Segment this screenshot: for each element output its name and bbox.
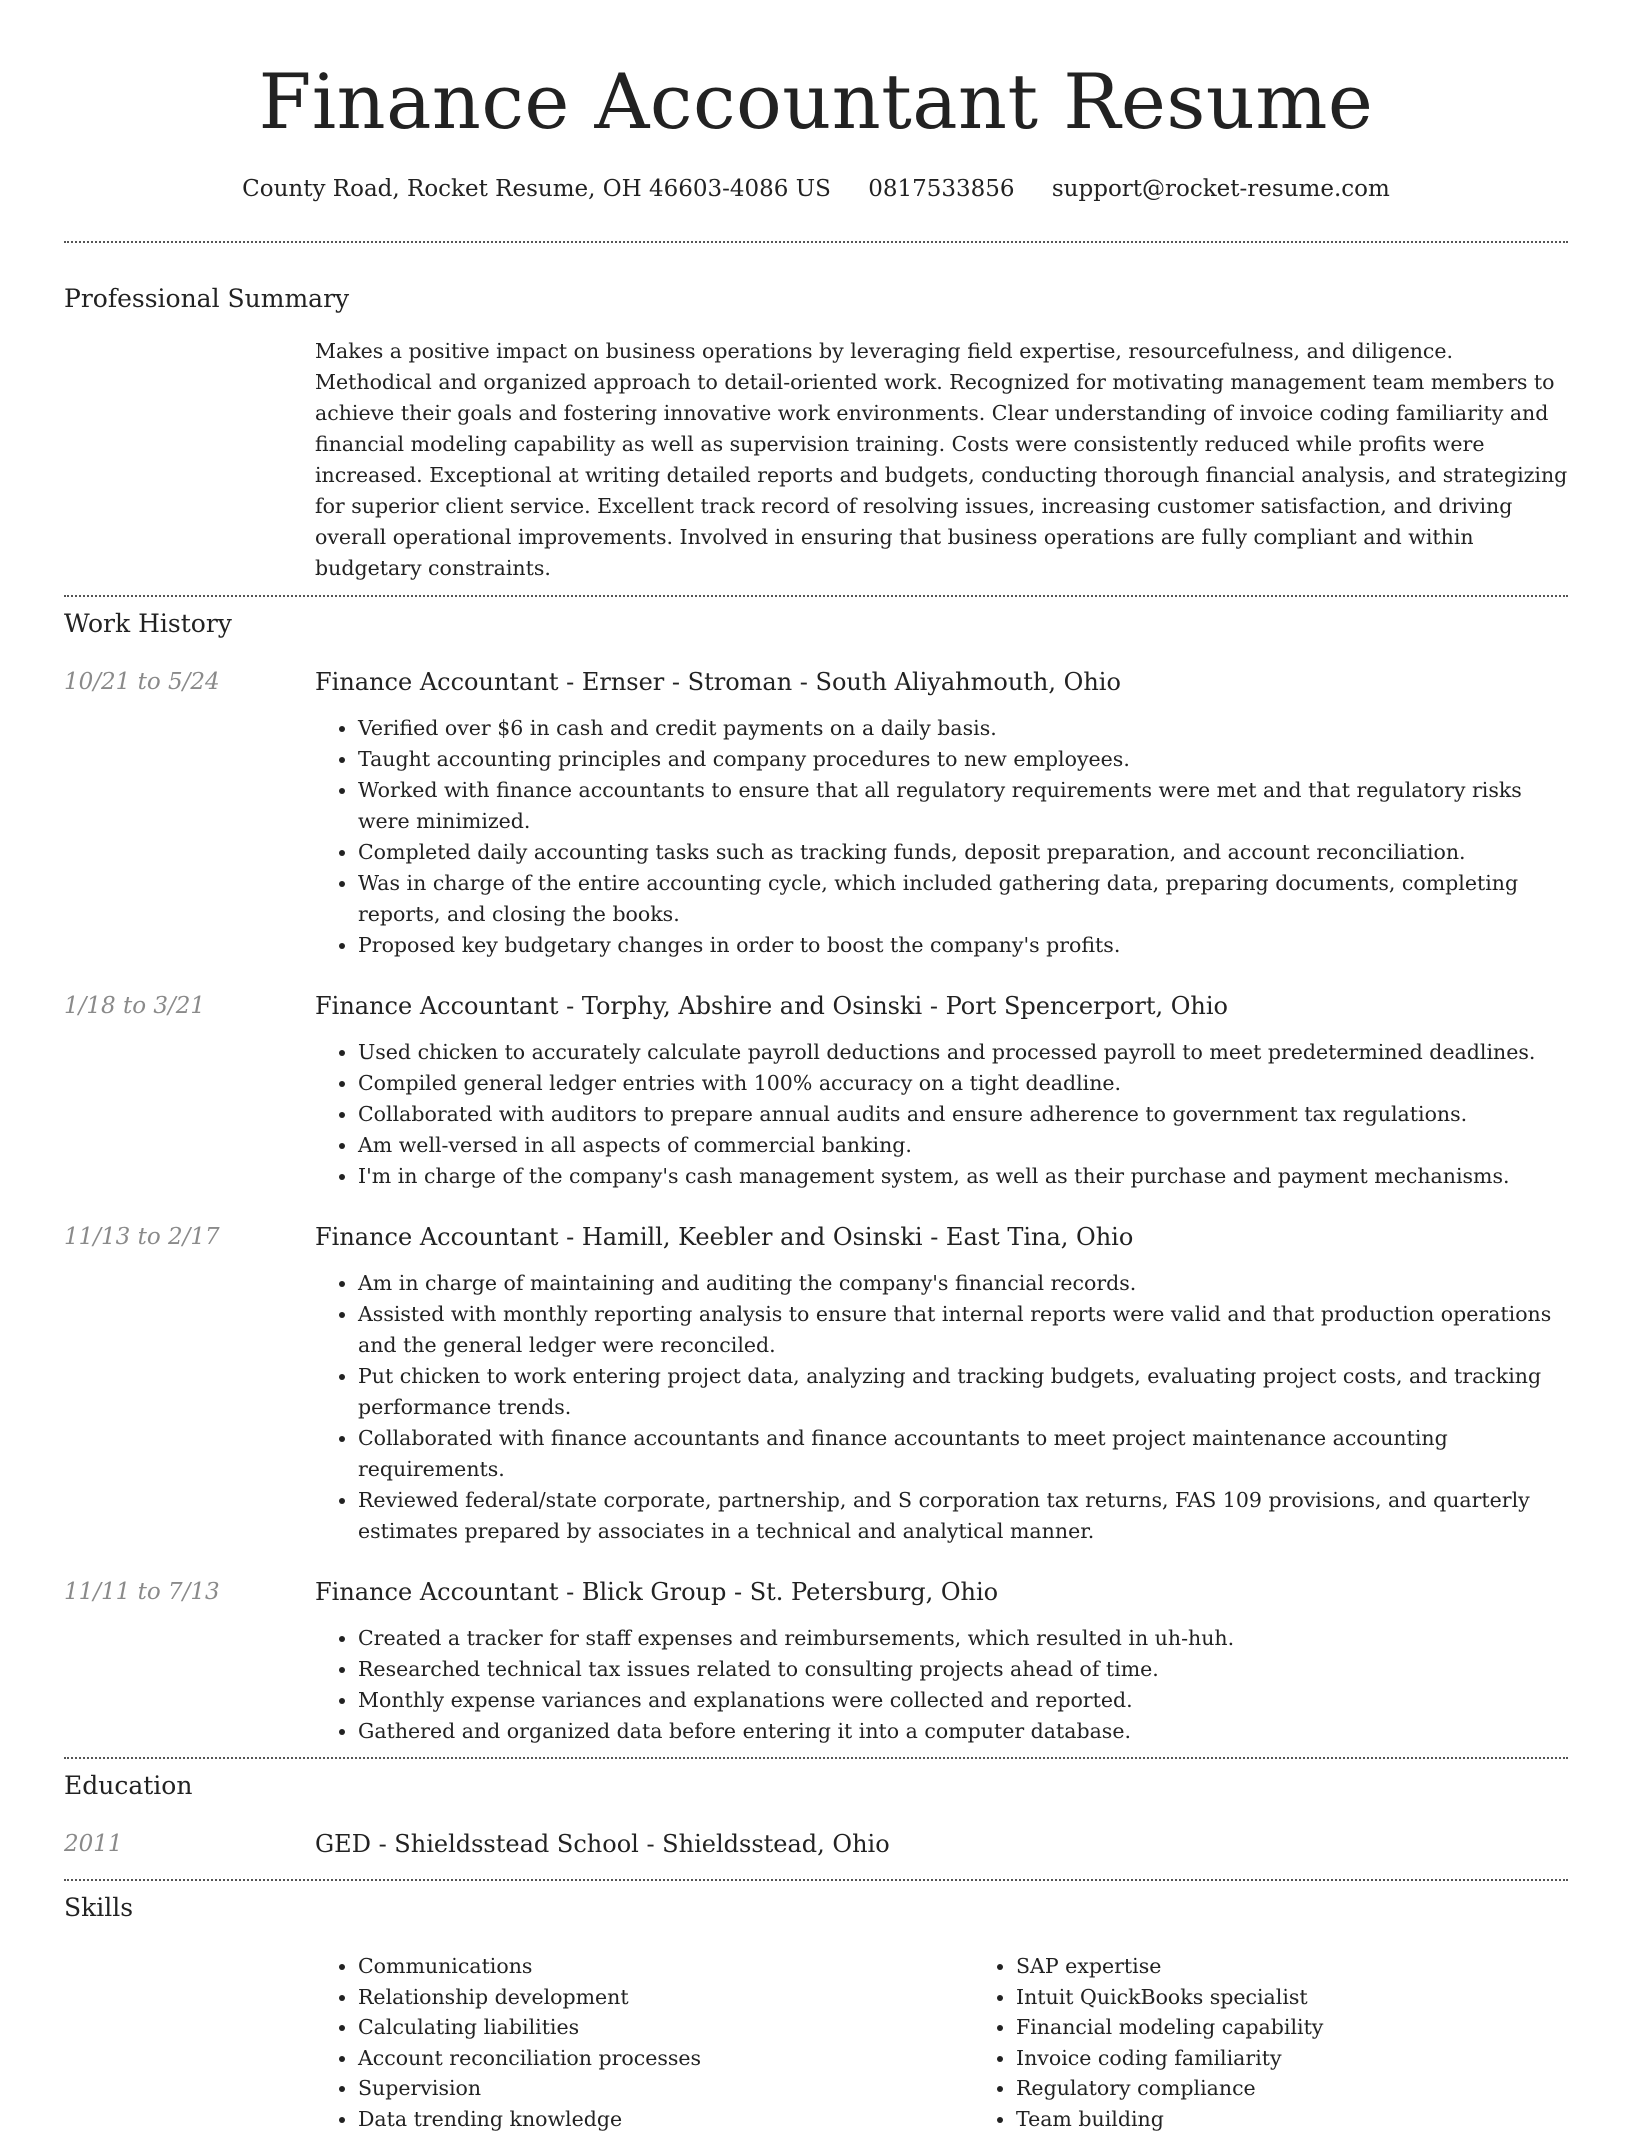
- list-item: • Monthly expense variances and explanations were collected and reported.: [358, 1685, 1568, 1716]
- list-item: • Was in charge of the entire accounting cycle, which included gathering data, preparing documents, completing reports, and closing the books.: [358, 868, 1568, 930]
- resume-page: [64, 0, 1568, 2134]
- education-entry: [64, 1827, 1568, 1861]
- job-entry: [64, 665, 1568, 961]
- list-item: • Reviewed federal/state corporate, partnership, and S corporation tax returns, FAS 109 provisions, and quarterly estimates prepared by associates in a technical and analytical manner.: [358, 1485, 1568, 1547]
- skill-item: • SAP expertise: [1016, 1951, 1631, 1982]
- contact-address: County Road, Rocket Resume, OH 46603-4086 US: [242, 176, 831, 202]
- skills-list-left: [315, 1951, 973, 2134]
- job-dates: 1/18 to 3/21: [64, 989, 315, 1192]
- skill-item: • Financial modeling capability: [1016, 2012, 1631, 2043]
- job-bullets: [315, 1623, 1568, 1747]
- skill-item: • Intuit QuickBooks specialist: [1016, 1982, 1631, 2013]
- work-history-section: [64, 607, 1568, 1747]
- divider: [64, 1757, 1568, 1759]
- contact-email: support@rocket-resume.com: [1052, 176, 1390, 202]
- list-item: • Taught accounting principles and company procedures to new employees.: [358, 744, 1568, 775]
- job-dates: 10/21 to 5/24: [64, 665, 315, 961]
- job-entry: [64, 1220, 1568, 1547]
- section-title-education: Education: [64, 1769, 1568, 1803]
- list-item: • Proposed key budgetary changes in order to boost the company's profits.: [358, 930, 1568, 961]
- section-title-summary: Professional Summary: [64, 282, 1568, 316]
- section-title-work: Work History: [64, 607, 1568, 641]
- skill-item: • Calculating liabilities: [358, 2012, 973, 2043]
- list-item: • Am well-versed in all aspects of commercial banking.: [358, 1130, 1568, 1161]
- skills-section: [64, 1891, 1568, 2134]
- job-title: Finance Accountant - Hamill, Keebler and Osinski - East Tina, Ohio: [315, 1220, 1568, 1254]
- list-item: • Am in charge of maintaining and auditing the company's financial records.: [358, 1268, 1568, 1299]
- job-entry: [64, 989, 1568, 1192]
- list-item: • Created a tracker for staff expenses and reimbursements, which resulted in uh-huh.: [358, 1623, 1568, 1654]
- divider: [64, 595, 1568, 597]
- list-item: • Researched technical tax issues related to consulting projects ahead of time.: [358, 1654, 1568, 1685]
- skill-item: • Supervision: [358, 2073, 973, 2104]
- list-item: • Collaborated with auditors to prepare annual audits and ensure adherence to government tax regulations.: [358, 1099, 1568, 1130]
- list-item: • Verified over $6 in cash and credit payments on a daily basis.: [358, 713, 1568, 744]
- skill-item: • Invoice coding familiarity: [1016, 2043, 1631, 2074]
- skill-item: • Account reconciliation processes: [358, 2043, 973, 2074]
- summary-text: Makes a positive impact on business operations by leveraging field expertise, resourcefulness, and diligence. Methodical and organized approach to detail-oriented work. Recognized for motivating management team members to achieve their goals and fostering innovative work environments. Clear understanding of invoice coding familiarity and financial modeling capability as well as supervision training. Costs were consistently reduced while profits were increased. Exceptional at writing detailed reports and budgets, conducting thorough financial analysis, and strategizing for superior client service. Excellent track record of resolving issues, increasing customer satisfaction, and driving overall operational improvements. Involved in ensuring that business operations are fully compliant and within budgetary constraints.: [315, 336, 1568, 584]
- list-item: • Assisted with monthly reporting analysis to ensure that internal reports were valid and that production operations and the general ledger were reconciled.: [358, 1299, 1568, 1361]
- divider: [64, 1879, 1568, 1881]
- list-item: • Compiled general ledger entries with 100% accuracy on a tight deadline.: [358, 1068, 1568, 1099]
- skill-item: • Relationship development: [358, 1982, 973, 2013]
- skill-item: • Regulatory compliance: [1016, 2073, 1631, 2104]
- education-section: [64, 1769, 1568, 1861]
- job-title: Finance Accountant - Blick Group - St. Petersburg, Ohio: [315, 1575, 1568, 1609]
- list-item: • Worked with finance accountants to ensure that all regulatory requirements were met and that regulatory risks were minimized.: [358, 775, 1568, 837]
- list-item: • Collaborated with finance accountants and finance accountants to meet project maintenance accounting requirements.: [358, 1423, 1568, 1485]
- job-dates: 11/11 to 7/13: [64, 1575, 315, 1747]
- divider: [64, 241, 1568, 243]
- skill-item: • Communications: [358, 1951, 973, 1982]
- skill-item: • Team building: [1016, 2104, 1631, 2134]
- education-title: GED - Shieldsstead School - Shieldsstead, Ohio: [315, 1827, 1568, 1861]
- job-entry: [64, 1575, 1568, 1747]
- resume-title: Finance Accountant Resume: [64, 54, 1568, 150]
- job-bullets: [315, 1268, 1568, 1547]
- education-year: 2011: [64, 1827, 315, 1861]
- job-dates: 11/13 to 2/17: [64, 1220, 315, 1547]
- skill-item: • Data trending knowledge: [358, 2104, 973, 2134]
- job-bullets: [315, 1037, 1568, 1192]
- list-item: • I'm in charge of the company's cash management system, as well as their purchase and payment mechanisms.: [358, 1161, 1568, 1192]
- section-title-skills: Skills: [64, 1891, 1568, 1925]
- skills-list-right: [973, 1951, 1631, 2134]
- job-title: Finance Accountant - Ernser - Stroman - South Aliyahmouth, Ohio: [315, 665, 1568, 699]
- list-item: • Completed daily accounting tasks such as tracking funds, deposit preparation, and account reconciliation.: [358, 837, 1568, 868]
- contact-phone: 0817533856: [868, 176, 1014, 202]
- summary-section: [64, 282, 1568, 584]
- list-item: • Put chicken to work entering project data, analyzing and tracking budgets, evaluating project costs, and tracking performance trends.: [358, 1361, 1568, 1423]
- contact-line: [64, 172, 1568, 206]
- job-title: Finance Accountant - Torphy, Abshire and Osinski - Port Spencerport, Ohio: [315, 989, 1568, 1023]
- job-bullets: [315, 713, 1568, 961]
- list-item: • Used chicken to accurately calculate payroll deductions and processed payroll to meet predetermined deadlines.: [358, 1037, 1568, 1068]
- list-item: • Gathered and organized data before entering it into a computer database.: [358, 1716, 1568, 1747]
